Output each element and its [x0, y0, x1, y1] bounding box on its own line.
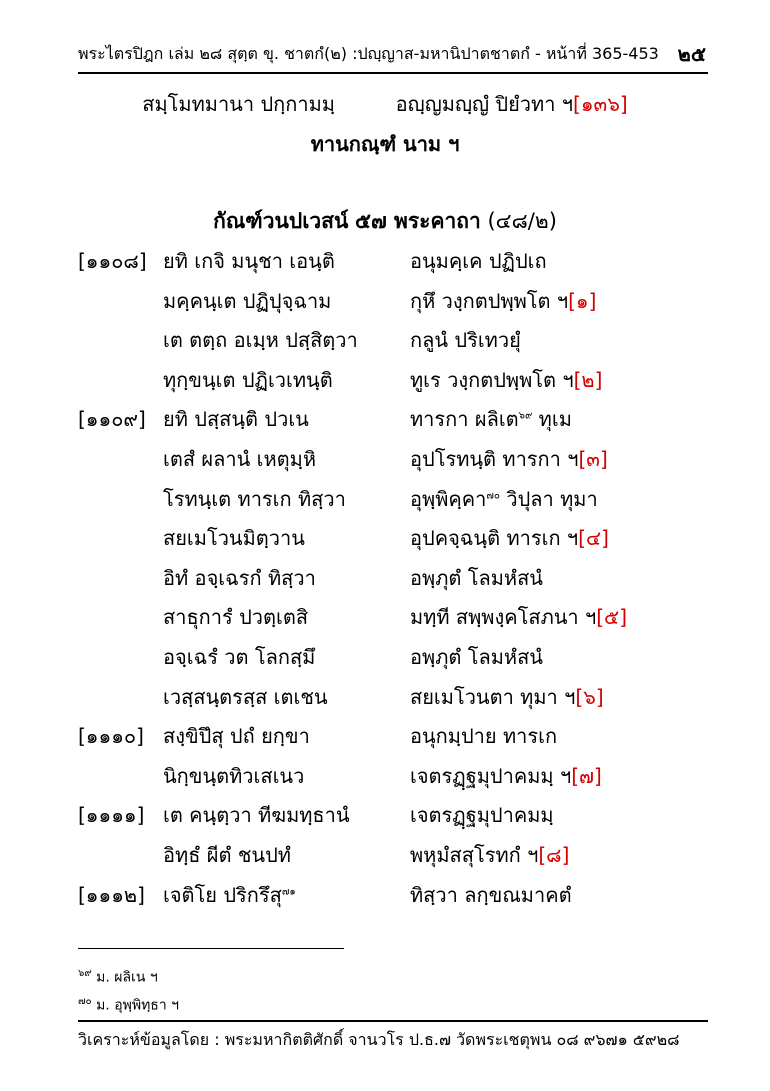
verse-left — [163, 324, 358, 356]
end-title: ทานกณฺฑํ นาม ฯ — [310, 132, 460, 156]
verse-right — [410, 681, 604, 713]
verse-left — [163, 364, 333, 396]
page-footer: วิเคราะห์ข้อมูลโดย : พระมหากิตติศักดิ์ จานวโร ป.ธ.๗ วัดพระเชตุพน ๐๘ ๙๖๗๑ ๕๙๒๘ — [78, 1020, 708, 1053]
verse-right — [410, 562, 543, 594]
verse-right-text: กุหึ วงฺกตปพฺพโต ฯ — [410, 289, 569, 313]
verse-left — [163, 839, 291, 871]
verse-right-text: เจตรฏฺฐมุปาคมมฺ ฯ — [410, 764, 572, 788]
verse-right-text: อนุมคฺเค ปฏิปเถ — [410, 249, 547, 273]
section-name: กัณฑ์วนปเวสน์ — [213, 209, 349, 233]
page-header-title: พระไตรปิฎก เล่ม ๒๘ สุตฺต ขุ. ชาตกํ(๒) :ปญฺญาส-มหานิปาตชาตกํ - หน้าที่ 365-453 — [78, 44, 659, 63]
page-number: ๒๕ — [677, 42, 706, 66]
verse-left-text: นิกฺขนฺตทิวเสเนว — [163, 764, 305, 788]
verse-right — [410, 641, 543, 673]
verse-left-text: สงฺขิปึสุ ปถํ ยกฺขา — [163, 724, 310, 748]
verse-right — [410, 285, 596, 317]
verse-right — [410, 601, 627, 633]
verse-left — [163, 720, 310, 752]
top-verse-right: อญฺญมญฺญํ ปิยํวทา ฯ — [395, 92, 574, 116]
verse-right-text: ทูเร วงฺกตปพฺพโต ฯ — [410, 368, 574, 392]
verse-right — [410, 403, 572, 435]
section-count: ๕๗ พระคาถา — [355, 209, 481, 233]
verse-ref: [๑] — [568, 289, 597, 313]
footnote-mark: ๖๙ — [78, 968, 92, 979]
verse-ref: [๔] — [578, 526, 609, 550]
verse-left-text: ยทิ ปสฺสนฺติ ปวเน — [163, 407, 309, 431]
verse-left-text: อิทฺธํ ผีตํ ชนปทํ — [163, 843, 291, 867]
verse-number: [๑๑๐๙] — [78, 407, 146, 431]
verse-right-text: อุปโรทนฺติ ทารกา ฯ — [410, 447, 579, 471]
verse-left-text: สาธุการํ ปวตฺเตสิ — [163, 605, 309, 629]
verse-left — [163, 285, 331, 317]
verse-left — [163, 483, 346, 515]
verse-right-text: อพฺภุตํ โลมหํสนํ — [410, 645, 543, 669]
verse-left — [163, 760, 304, 792]
verse-left-text: อิทํ อจฺเฉรกํ ทิสฺวา — [163, 566, 316, 590]
verse-left-text: เวสฺสนฺตรสฺส เตเชน — [163, 685, 328, 709]
footnote-text: ม. อุพฺพิทฺธา ฯ — [91, 997, 180, 1014]
verse-left — [163, 443, 316, 475]
verse-left-text: เต คนฺตฺวา ทีฆมทฺธานํ — [163, 803, 350, 827]
verse-right — [410, 483, 598, 515]
verse-left-text: เต ตตฺถ อเมฺห ปสฺสิตฺวา — [163, 328, 358, 352]
verse-left-text: มคฺคนฺเต ปฏิปุจฺฉาม — [163, 289, 332, 313]
verse-left-text: สยเมโวนมิตฺวาน — [163, 526, 305, 550]
verse-left — [163, 562, 316, 594]
verse-left-text: ยทิ เกจิ มนุชา เอนฺติ — [163, 249, 335, 273]
verse-ref: [๓] — [578, 447, 608, 471]
verse-number: [๑๑๑๑] — [78, 803, 145, 827]
verse-right — [410, 443, 608, 475]
verse-right-text: มทฺที สพฺพงฺคโสภนา ฯ — [410, 605, 597, 629]
footnote-ref: ๖๙ — [518, 410, 533, 422]
verse-right-text-cont: วิปุลา ทุมา — [500, 487, 598, 511]
footnote-ref: ๗๐ — [486, 490, 500, 502]
verse-ref: [๕] — [596, 605, 627, 629]
verse-right-text: ทารกา ผลิเต — [410, 407, 519, 431]
verse-right — [410, 245, 547, 277]
verse-right-text: ทิสฺวา ลกฺขณมาคตํ — [410, 883, 572, 907]
footnote-ref: ๗๑ — [281, 886, 296, 898]
verse-left — [163, 522, 305, 554]
verse-right — [410, 522, 609, 554]
verse-right-text: สยเมโวนตา ทุมา ฯ — [410, 685, 576, 709]
verse-ref: [๒] — [573, 368, 603, 392]
footnote-text: ม. ผลิเน ฯ — [91, 969, 158, 986]
page-header — [78, 40, 708, 74]
verse-number: [๑๑๑๒] — [78, 883, 145, 907]
verse-left — [163, 879, 296, 911]
verse-ref: [๗] — [571, 764, 602, 788]
verse-left — [163, 245, 335, 277]
verse-ref: [๘] — [538, 843, 570, 867]
verse-left-text: เตสํ ผลานํ เหตุมฺหิ — [163, 447, 316, 471]
footnote-69 — [78, 966, 158, 989]
verse-right — [410, 364, 602, 396]
verse-left — [163, 601, 308, 633]
verse-right-text: อพฺภุตํ โลมหํสนํ — [410, 566, 543, 590]
footnote-70 — [78, 994, 179, 1017]
verse-left-text: โรทนฺเต ทารเก ทิสฺวา — [163, 487, 346, 511]
verse-number: [๑๑๑๐] — [78, 724, 144, 748]
verse-right-text: พหุมํสสุโรทกํ ฯ — [410, 843, 539, 867]
verse-left-text: ทุกฺขนฺเต ปฏิเวเทนฺติ — [163, 368, 333, 392]
top-verse-left: สมฺโมทมานา ปกฺกามมฺ — [142, 92, 335, 116]
footnote-mark: ๗๐ — [78, 996, 92, 1007]
footnote-rule — [78, 948, 344, 949]
verse-right-text: อุพฺพิคฺคา — [410, 487, 487, 511]
verse-number: [๑๑๐๘] — [78, 249, 147, 273]
verse-right-text-cont: ทุเม — [532, 407, 572, 431]
verse-left — [163, 403, 309, 435]
verse-ref: [๖] — [575, 685, 604, 709]
verse-left — [163, 799, 350, 831]
verse-right-text: อนุกมฺปาย ทารเก — [410, 724, 558, 748]
section-volume: (๔๘/๒) — [487, 209, 557, 233]
section-heading — [0, 205, 770, 238]
verse-right — [410, 839, 569, 871]
verse-right — [410, 799, 554, 831]
verse-left-text: เจติโย ปริกรึสุ — [163, 883, 282, 907]
top-verse-line — [0, 88, 770, 120]
verse-right-text: เจตรฏฺฐมุปาคมมฺ — [410, 803, 554, 827]
verse-right — [410, 720, 557, 752]
verse-right — [410, 760, 602, 792]
verse-right — [410, 324, 521, 356]
top-verse-ref: [๑๓๖] — [573, 92, 628, 116]
verse-right-text: กลูนํ ปริเทวยุํ — [410, 328, 521, 352]
verse-left-text: อจฺเฉรํ วต โลกสฺมึ — [163, 645, 316, 669]
verse-left — [163, 641, 315, 673]
verse-right — [410, 879, 572, 911]
verse-right-text: อุปคจฺฉนฺติ ทารเก ฯ — [410, 526, 579, 550]
verse-left — [163, 681, 328, 713]
